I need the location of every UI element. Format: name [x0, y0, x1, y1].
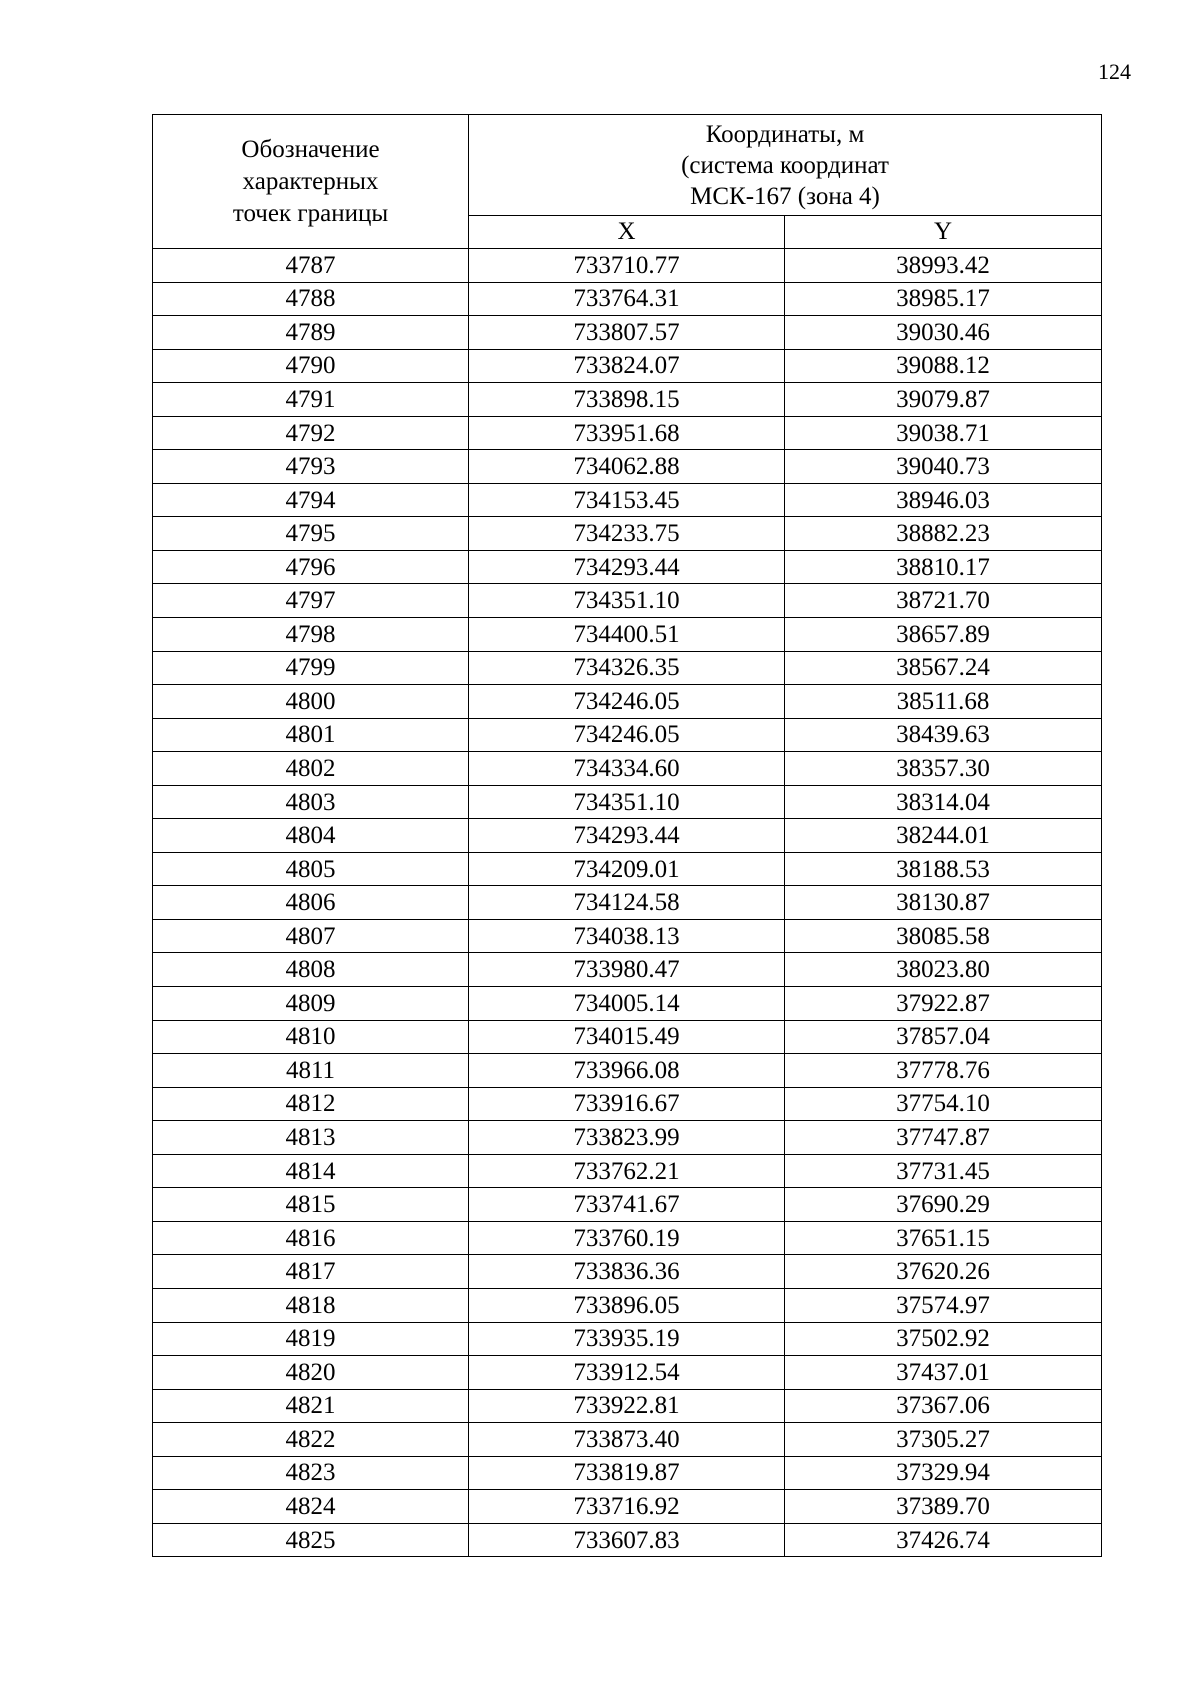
point-cell: 4788: [153, 282, 469, 316]
table-row: [153, 718, 1102, 752]
point-cell: 4813: [153, 1121, 469, 1155]
point-cell: 4787: [153, 249, 469, 283]
y-coordinate-cell: 37922.87: [785, 987, 1102, 1021]
x-coordinate-cell: 733824.07: [469, 349, 785, 383]
y-coordinate-cell: 38985.17: [785, 282, 1102, 316]
point-cell: 4806: [153, 886, 469, 920]
point-header-line: Обозначение: [241, 135, 380, 163]
x-coordinate-cell: 733807.57: [469, 316, 785, 350]
point-cell: 4815: [153, 1188, 469, 1222]
point-cell: 4808: [153, 953, 469, 987]
point-cell: 4797: [153, 584, 469, 618]
point-cell: 4804: [153, 819, 469, 853]
point-header-line: характерных: [242, 167, 379, 195]
x-coordinate-cell: 733836.36: [469, 1255, 785, 1289]
y-coordinate-cell: 38882.23: [785, 517, 1102, 551]
x-coordinate-cell: 733762.21: [469, 1154, 785, 1188]
y-coordinate-cell: 37502.92: [785, 1322, 1102, 1356]
x-coordinate-cell: 733741.67: [469, 1188, 785, 1222]
x-coordinate-cell: 734400.51: [469, 618, 785, 652]
table-row: [153, 550, 1102, 584]
table-row: [153, 1121, 1102, 1155]
point-designation-header: [153, 115, 469, 249]
y-coordinate-cell: 37389.70: [785, 1490, 1102, 1524]
x-coordinate-cell: 733898.15: [469, 383, 785, 417]
y-coordinate-cell: 39040.73: [785, 450, 1102, 484]
table-row: [153, 618, 1102, 652]
x-coordinate-cell: 734351.10: [469, 785, 785, 819]
point-cell: 4791: [153, 383, 469, 417]
table-row: [153, 1456, 1102, 1490]
table-row: [153, 1423, 1102, 1457]
point-cell: 4795: [153, 517, 469, 551]
coords-header-line: (система координат: [681, 151, 889, 179]
y-coordinate-cell: 38357.30: [785, 752, 1102, 786]
table-row: [153, 919, 1102, 953]
table-row: [153, 752, 1102, 786]
table-row: [153, 1288, 1102, 1322]
table-row: [153, 852, 1102, 886]
point-cell: 4820: [153, 1356, 469, 1390]
x-coordinate-cell: 733896.05: [469, 1288, 785, 1322]
x-coordinate-cell: 733922.81: [469, 1389, 785, 1423]
x-coordinate-cell: 733819.87: [469, 1456, 785, 1490]
y-coordinate-cell: 37778.76: [785, 1054, 1102, 1088]
y-coordinate-cell: 39038.71: [785, 416, 1102, 450]
point-cell: 4800: [153, 685, 469, 719]
point-cell: 4803: [153, 785, 469, 819]
table-row: [153, 1523, 1102, 1557]
y-coordinate-cell: 37651.15: [785, 1221, 1102, 1255]
y-coordinate-cell: 37731.45: [785, 1154, 1102, 1188]
x-coordinate-cell: 734293.44: [469, 550, 785, 584]
point-cell: 4812: [153, 1087, 469, 1121]
table-row: [153, 1322, 1102, 1356]
y-coordinate-cell: 37329.94: [785, 1456, 1102, 1490]
point-cell: 4790: [153, 349, 469, 383]
x-column-header: X: [469, 216, 785, 249]
table-header: [153, 115, 1102, 249]
x-coordinate-cell: 734246.05: [469, 685, 785, 719]
point-cell: 4811: [153, 1054, 469, 1088]
table-body: [153, 249, 1102, 1557]
y-coordinate-cell: 38721.70: [785, 584, 1102, 618]
table-row: [153, 785, 1102, 819]
table-row: [153, 349, 1102, 383]
x-coordinate-cell: 733873.40: [469, 1423, 785, 1457]
table-row: [153, 1356, 1102, 1390]
table-row: [153, 416, 1102, 450]
table-row: [153, 1020, 1102, 1054]
y-coordinate-cell: 37620.26: [785, 1255, 1102, 1289]
table-row: [153, 483, 1102, 517]
y-coordinate-cell: 37747.87: [785, 1121, 1102, 1155]
x-coordinate-cell: 733935.19: [469, 1322, 785, 1356]
point-cell: 4825: [153, 1523, 469, 1557]
table-row: [153, 249, 1102, 283]
x-coordinate-cell: 733912.54: [469, 1356, 785, 1390]
point-header-line: точек границы: [232, 199, 389, 227]
table-row: [153, 1054, 1102, 1088]
y-column-header: Y: [785, 216, 1102, 249]
y-coordinate-cell: 38567.24: [785, 651, 1102, 685]
point-cell: 4819: [153, 1322, 469, 1356]
y-coordinate-cell: 37857.04: [785, 1020, 1102, 1054]
x-coordinate-cell: 734246.05: [469, 718, 785, 752]
point-cell: 4818: [153, 1288, 469, 1322]
point-cell: 4817: [153, 1255, 469, 1289]
table-row: [153, 316, 1102, 350]
table-row: [153, 1188, 1102, 1222]
point-cell: 4824: [153, 1490, 469, 1524]
table-row: [153, 953, 1102, 987]
point-cell: 4799: [153, 651, 469, 685]
x-coordinate-cell: 734209.01: [469, 852, 785, 886]
x-coordinate-cell: 733764.31: [469, 282, 785, 316]
y-coordinate-cell: 38085.58: [785, 919, 1102, 953]
table-row: [153, 282, 1102, 316]
y-coordinate-cell: 38946.03: [785, 483, 1102, 517]
point-cell: 4802: [153, 752, 469, 786]
point-cell: 4805: [153, 852, 469, 886]
y-coordinate-cell: 37426.74: [785, 1523, 1102, 1557]
coordinates-table: [152, 114, 1102, 1557]
x-coordinate-cell: 734351.10: [469, 584, 785, 618]
point-cell: 4822: [153, 1423, 469, 1457]
y-coordinate-cell: 37574.97: [785, 1288, 1102, 1322]
point-cell: 4823: [153, 1456, 469, 1490]
x-coordinate-cell: 734038.13: [469, 919, 785, 953]
table-row: [153, 517, 1102, 551]
point-cell: 4816: [153, 1221, 469, 1255]
y-coordinate-cell: 37305.27: [785, 1423, 1102, 1457]
point-cell: 4801: [153, 718, 469, 752]
table-row: [153, 584, 1102, 618]
x-coordinate-cell: 734005.14: [469, 987, 785, 1021]
y-coordinate-cell: 38130.87: [785, 886, 1102, 920]
coordinates-header: [469, 115, 1102, 216]
x-coordinate-cell: 734124.58: [469, 886, 785, 920]
x-coordinate-cell: 733716.92: [469, 1490, 785, 1524]
point-cell: 4793: [153, 450, 469, 484]
table-row: [153, 819, 1102, 853]
point-cell: 4821: [153, 1389, 469, 1423]
point-cell: 4809: [153, 987, 469, 1021]
x-coordinate-cell: 733980.47: [469, 953, 785, 987]
y-coordinate-cell: 38511.68: [785, 685, 1102, 719]
y-coordinate-cell: 38023.80: [785, 953, 1102, 987]
x-coordinate-cell: 733710.77: [469, 249, 785, 283]
y-coordinate-cell: 37367.06: [785, 1389, 1102, 1423]
table-row: [153, 1389, 1102, 1423]
y-coordinate-cell: 38314.04: [785, 785, 1102, 819]
x-coordinate-cell: 733916.67: [469, 1087, 785, 1121]
y-coordinate-cell: 37690.29: [785, 1188, 1102, 1222]
point-cell: 4798: [153, 618, 469, 652]
point-cell: 4794: [153, 483, 469, 517]
point-cell: 4789: [153, 316, 469, 350]
y-coordinate-cell: 39030.46: [785, 316, 1102, 350]
x-coordinate-cell: 733607.83: [469, 1523, 785, 1557]
x-coordinate-cell: 734334.60: [469, 752, 785, 786]
table-row: [153, 886, 1102, 920]
table-row: [153, 450, 1102, 484]
point-cell: 4814: [153, 1154, 469, 1188]
point-cell: 4810: [153, 1020, 469, 1054]
x-coordinate-cell: 733966.08: [469, 1054, 785, 1088]
table-row: [153, 651, 1102, 685]
y-coordinate-cell: 38657.89: [785, 618, 1102, 652]
table-row: [153, 1087, 1102, 1121]
x-coordinate-cell: 734326.35: [469, 651, 785, 685]
table-row: [153, 1221, 1102, 1255]
x-coordinate-cell: 734062.88: [469, 450, 785, 484]
table-row: [153, 1490, 1102, 1524]
x-coordinate-cell: 733951.68: [469, 416, 785, 450]
y-coordinate-cell: 39079.87: [785, 383, 1102, 417]
table-row: [153, 1255, 1102, 1289]
coords-header-line: МСК-167 (зона 4): [690, 182, 880, 210]
point-cell: 4807: [153, 919, 469, 953]
x-coordinate-cell: 734153.45: [469, 483, 785, 517]
y-coordinate-cell: 38993.42: [785, 249, 1102, 283]
x-coordinate-cell: 733760.19: [469, 1221, 785, 1255]
point-cell: 4792: [153, 416, 469, 450]
x-coordinate-cell: 734293.44: [469, 819, 785, 853]
x-coordinate-cell: 734233.75: [469, 517, 785, 551]
page-number: 124: [1098, 59, 1131, 84]
y-coordinate-cell: 38439.63: [785, 718, 1102, 752]
y-coordinate-cell: 38188.53: [785, 852, 1102, 886]
table-row: [153, 987, 1102, 1021]
coords-header-line: Координаты, м: [705, 120, 865, 148]
table-row: [153, 685, 1102, 719]
y-coordinate-cell: 37437.01: [785, 1356, 1102, 1390]
y-coordinate-cell: 38244.01: [785, 819, 1102, 853]
y-coordinate-cell: 39088.12: [785, 349, 1102, 383]
x-coordinate-cell: 733823.99: [469, 1121, 785, 1155]
point-cell: 4796: [153, 550, 469, 584]
y-coordinate-cell: 38810.17: [785, 550, 1102, 584]
x-coordinate-cell: 734015.49: [469, 1020, 785, 1054]
table-row: [153, 1154, 1102, 1188]
table-row: [153, 383, 1102, 417]
y-coordinate-cell: 37754.10: [785, 1087, 1102, 1121]
